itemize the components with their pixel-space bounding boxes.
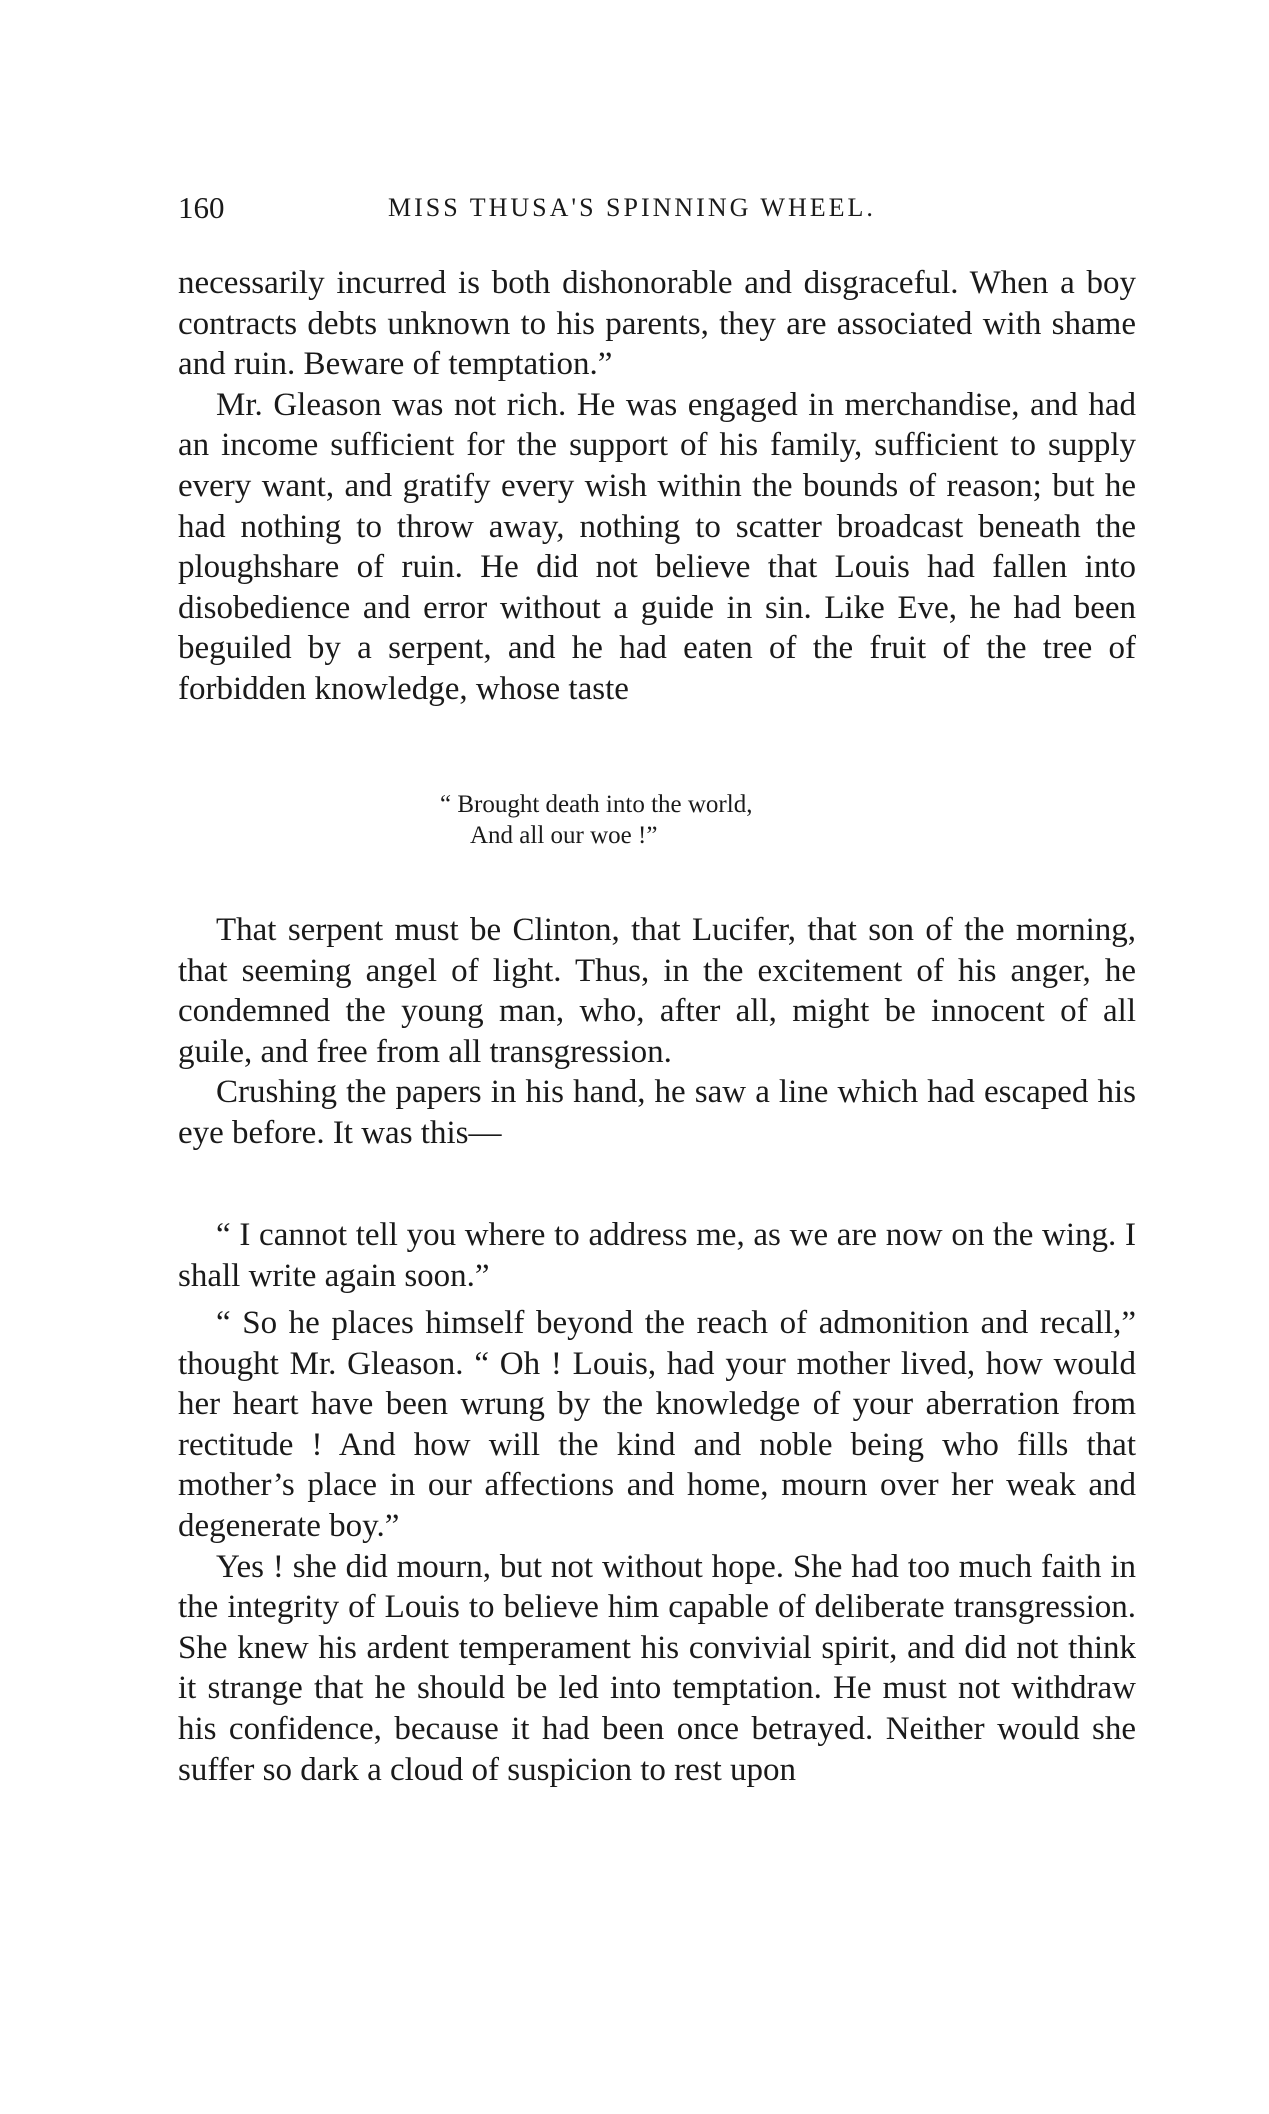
paragraph-gleason: Mr. Gleason was not rich. He was engaged in merchandise, and had an income sufficient for the support of his family, sufficient to supply every want, and gratify every wish within the bounds of reason; but he had nothing to throw away, nothing to scatter broadcast beneath the ploughshare of ruin. He did not believe that Louis had fallen into disobedience and error without a guide in sin. Like Eve, he had been beguiled by a serpent, and he had eaten of the fruit of the tree of forbidden knowledge, whose taste	[178, 386, 1136, 707]
verse-quotation	[440, 789, 752, 851]
text-block-bottom	[178, 1303, 1136, 1790]
text-block-top	[178, 263, 1136, 710]
text-block-letter	[178, 1215, 1136, 1296]
running-head	[178, 188, 1128, 228]
paragraph-serpent: That serpent must be Clinton, that Lucifer, that son of the morning, that seeming angel of light. Thus, in the excitement of his anger, he condemned the young man, who, after all, might be innocent of all guile, and free from all transgression.	[178, 912, 1136, 1070]
paragraph-admonition: “ So he places himself beyond the reach of admonition and recall,” thought Mr. Gleason. “ Oh ! Louis, had your mother lived, how would her heart have been wrung by the knowledge of your aberration from rectitude ! And how will the kind and noble being who fills that mother’s place in our affections and home, mourn over her weak and degenerate boy.”	[178, 1305, 1136, 1544]
paragraph-mourn: Yes ! she did mourn, but not without hope. She had too much faith in the integrity of Louis to believe him capable of deliberate transgression. She knew his ardent temperament his convivial spirit, and did not think it strange that he should be led into temptation. He must not withdraw his confidence, because it had been once betrayed. Neither would she suffer so dark a cloud of suspicion to rest upon	[178, 1548, 1136, 1788]
running-title: MISS THUSA'S SPINNING WHEEL.	[388, 193, 876, 222]
quote-line-1: “ Brought death into the world,	[440, 791, 753, 818]
paragraph-crushing: Crushing the papers in his hand, he saw a line which had escaped his eye before. It was this—	[178, 1074, 1136, 1151]
text-block-middle	[178, 910, 1136, 1154]
quote-line-2: And all our woe !”	[470, 822, 658, 849]
page-number: 160	[178, 190, 225, 225]
paragraph-continuation: necessarily incurred is both dishonorable and disgraceful. When a boy contracts debts unknown to his parents, they are associated with shame and ruin. Beware of temptation.”	[178, 265, 1136, 383]
paragraph-letter-line: “ I cannot tell you where to address me, as we are now on the wing. I shall write again soon.”	[178, 1217, 1136, 1294]
